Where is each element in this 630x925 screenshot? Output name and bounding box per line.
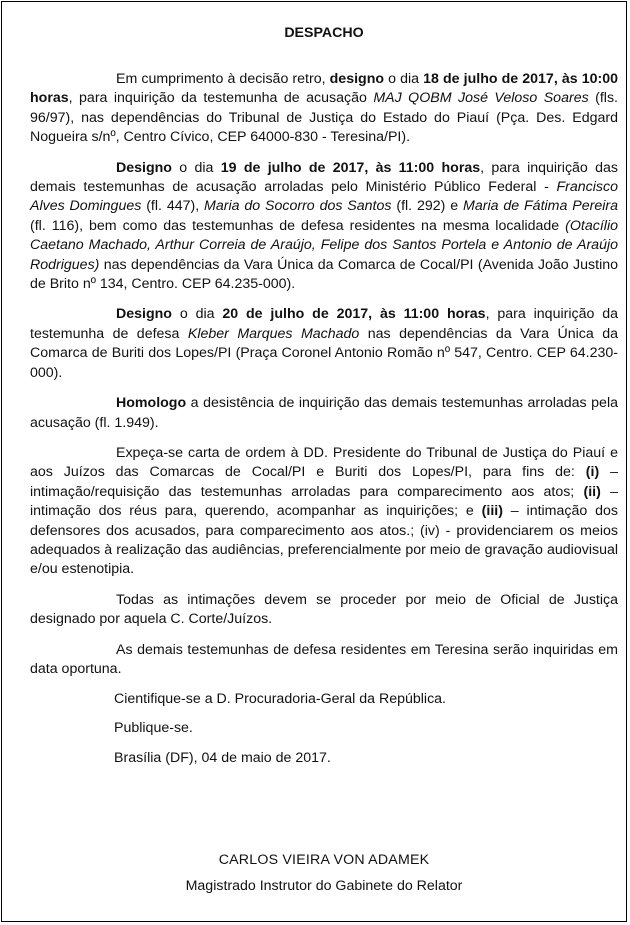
document-title: DESPACHO — [284, 25, 364, 41]
paragraph-remaining-witnesses: As demais testemunhas de defesa residentes em Teresina serão inquiridas em data oportuna. — [30, 641, 618, 677]
paragraph-publish: Publique-se. — [114, 719, 193, 736]
paragraph-first-hearing: Em cumprimento à decisão retro, designo o dia 18 de julho de 2017, às 10:00 horas, para inquirição da testemunha de acusação MAJ QOBM José Veloso Soares (fls. 96/97), nas dependências do Tribunal de Justiça do Estado do Piauí (Pça. Des. Edgard Nogueira s/nº, Centro Cívico, CEP 64000-830 - Teresina/PI). — [30, 71, 618, 146]
document-page — [1, 1, 627, 922]
signature-role: Magistrado Instrutor do Gabinete do Relator — [185, 878, 463, 894]
paragraph-third-hearing: Designo o dia 20 de julho de 2017, às 11:00 horas, para inquirição da testemunha de defesa Kleber Marques Machado nas dependências da Vara Única da Comarca de Buriti dos Lopes/PI (Praça Coronel Antonio Romão nº 547, Centro. CEP 64.230-000). — [30, 306, 618, 381]
document-body — [30, 24, 618, 769]
paragraph-summons: Todas as intimações devem se proceder por meio de Oficial de Justiça designado por aquela C. Corte/Juízos. — [30, 591, 618, 628]
paragraph-homologation: Homologo a desistência de inquirição das demais testemunhas arroladas pela acusação (fl. 1.949). — [30, 395, 618, 431]
document-date: Brasília (DF), 04 de maio de 2017. — [114, 750, 331, 767]
paragraph-letter-of-order: Expeça-se carta de ordem à DD. Presidente do Tribunal de Justiça do Piauí e aos Juízos das Comarcas de Cocal/PI e Buriti dos Lopes/PI, para fins de: (i) – intimação/requisição das testemunhas arroladas para comparecimento aos atos; (ii) – intimação dos réus para, querendo, acompanhar as inquirições; e (iii) – intimação dos defensores dos acusados, para comparecimento aos atos.; (iv) - providenciarem os meios adequados à realização das audiências, preferencialmente por meio de gravação audiovisual e/ou estenotipia. — [30, 444, 618, 578]
signature-name: CARLOS VIEIRA VON ADAMEK — [218, 852, 430, 868]
paragraph-second-hearing: Designo o dia 19 de julho de 2017, às 11:00 horas, para inquirição das demais testemunhas de acusação arroladas pelo Ministério Público Federal - Francisco Alves Domingues (fl. 447), Maria do Socorro dos Santos (fl. 292) e Maria de Fátima Pereira (fl. 116), bem como das testemunhas de defesa residentes na mesma localidade (Otacílio Caetano Machado, Arthur Correia de Araújo, Felipe dos Santos Portela e Antonio de Araújo Rodrigues) nas dependências da Vara Única da Comarca de Cocal/PI (Avenida João Justino de Brito nº 134, Centro. CEP 64.235-000). — [30, 159, 618, 293]
paragraph-notify: Cientifique-se a D. Procuradoria-Geral da República. — [114, 691, 446, 708]
